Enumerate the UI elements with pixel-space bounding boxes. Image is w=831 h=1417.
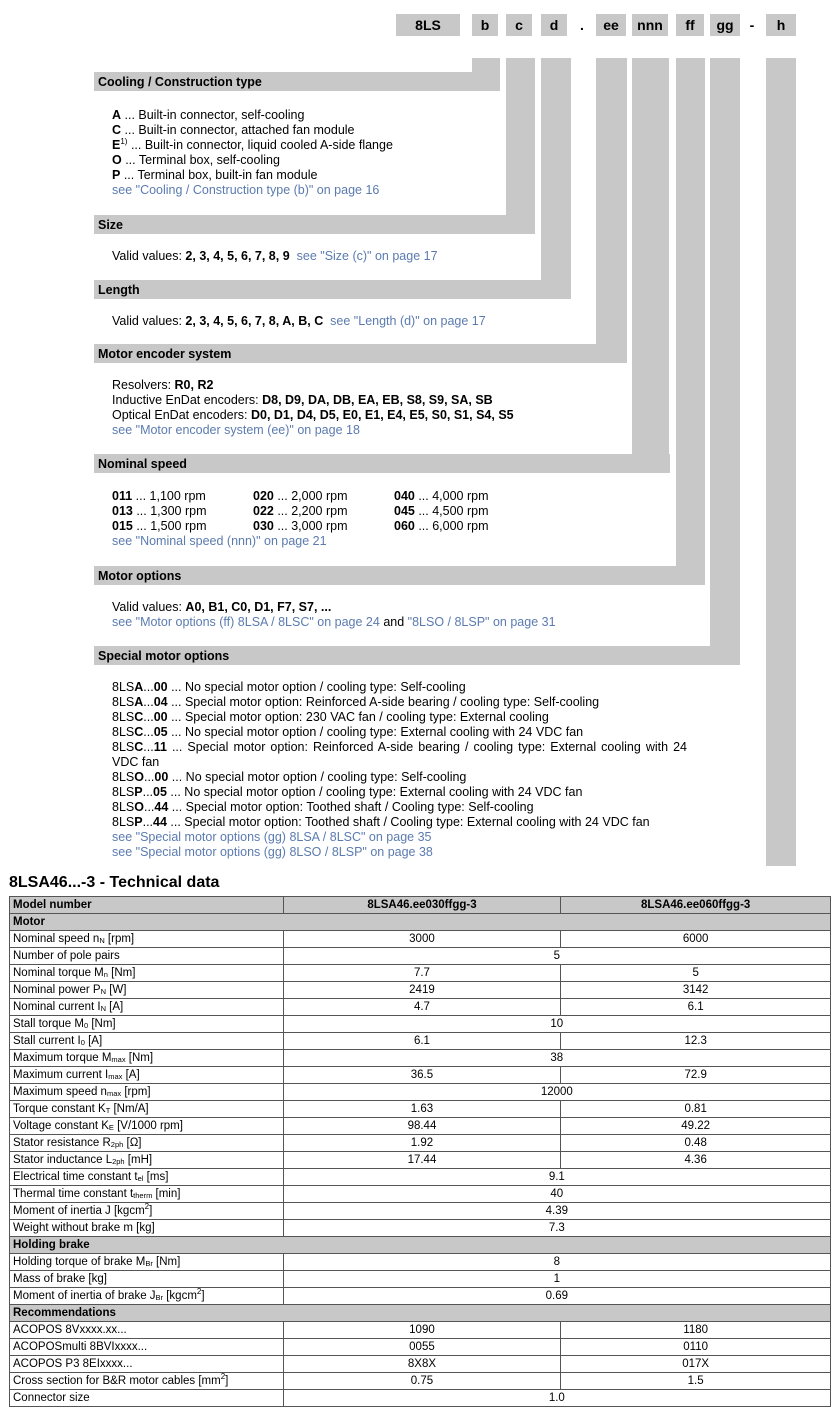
cooling-item: C ... Built-in connector, attached fan module bbox=[112, 123, 355, 137]
row-label: Stator inductance $L_{2ph}$ [mH] bbox=[10, 1152, 284, 1169]
table-row bbox=[10, 999, 831, 1016]
row-value-030: 2419 bbox=[283, 982, 561, 999]
row-label: Stall torque $M_0$ [Nm] bbox=[10, 1016, 284, 1033]
row-value: 40 bbox=[283, 1186, 830, 1203]
connector-bar-ee bbox=[596, 58, 627, 344]
special-link-a[interactable]: see "Special motor options (gg) 8LSA / 8LSC" on page 35 bbox=[112, 830, 432, 844]
cooling-item: O ... Terminal box, self-cooling bbox=[112, 153, 280, 167]
code-sep-dash: - bbox=[749, 17, 755, 33]
row-label: Nominal current $I_N$ [A] bbox=[10, 999, 284, 1016]
row-value-030: 0055 bbox=[283, 1339, 561, 1356]
row-value: 5 bbox=[283, 948, 830, 965]
speed-item: 015 ... 1,500 rpm bbox=[112, 519, 207, 533]
header-model-030: 8LSA46.ee030ffgg-3 bbox=[283, 897, 561, 914]
cooling-item: A ... Built-in connector, self-cooling bbox=[112, 108, 305, 122]
speed-heading: Nominal speed bbox=[94, 454, 670, 473]
table-row bbox=[10, 1373, 831, 1390]
row-value-060: 017X bbox=[561, 1356, 831, 1373]
row-label: Cross section for B&R motor cables $[mm^2]$ bbox=[10, 1373, 284, 1390]
encoder-body bbox=[112, 378, 514, 438]
row-value-060: 1.5 bbox=[561, 1373, 831, 1390]
cooling-item: P ... Terminal box, built-in fan module bbox=[112, 168, 318, 182]
group-name: Motor bbox=[10, 914, 831, 931]
table-row bbox=[10, 1186, 831, 1203]
special-item: 8LSA...00 ... No special motor option / cooling type: Self-cooling bbox=[112, 680, 466, 694]
row-value-030: 98.44 bbox=[283, 1118, 561, 1135]
special-item: 8LSA...04 ... Special motor option: Reinforced A-side bearing / cooling type: Self-cooling bbox=[112, 695, 600, 709]
special-link-b[interactable]: see "Special motor options (gg) 8LSO / 8LSP" on page 38 bbox=[112, 845, 433, 859]
encoder-heading: Motor encoder system bbox=[94, 344, 627, 363]
row-value-060: 0.81 bbox=[561, 1101, 831, 1118]
connector-bar-ff bbox=[676, 58, 705, 566]
code-part-h: h bbox=[766, 14, 796, 36]
length-body: Valid values: 2, 3, 4, 5, 6, 7, 8, A, B, C see "Length (d)" on page 17 bbox=[112, 314, 486, 328]
row-value-060: 1180 bbox=[561, 1322, 831, 1339]
special-item: 8LSP...05 ... No special motor option / cooling type: External cooling with 24 VDC fan bbox=[112, 785, 583, 799]
size-link[interactable]: see "Size (c)" on page 17 bbox=[296, 249, 438, 263]
row-label: Nominal speed $n_N$ [rpm] bbox=[10, 931, 284, 948]
row-label: ACOPOS 8Vxxxx.xx... bbox=[10, 1322, 284, 1339]
row-value-060: 72.9 bbox=[561, 1067, 831, 1084]
table-row bbox=[10, 1084, 831, 1101]
technical-data-title: 8LSA46...-3 - Technical data bbox=[9, 874, 220, 891]
table-row bbox=[10, 1390, 831, 1407]
row-value: 9.1 bbox=[283, 1169, 830, 1186]
special-body bbox=[112, 680, 687, 860]
row-value-030: 0.75 bbox=[283, 1373, 561, 1390]
row-label: Nominal power $P_N$ [W] bbox=[10, 982, 284, 999]
speed-link[interactable]: see "Nominal speed (nnn)" on page 21 bbox=[112, 534, 327, 548]
row-value-030: 1090 bbox=[283, 1322, 561, 1339]
code-part-d: d bbox=[541, 14, 567, 36]
row-label: Torque constant $K_T$ [Nm/A] bbox=[10, 1101, 284, 1118]
cooling-item: $E^{1)}$ ... Built-in connector, liquid cooled A-side flange bbox=[112, 136, 393, 152]
row-value-030: 36.5 bbox=[283, 1067, 561, 1084]
table-row bbox=[10, 1135, 831, 1152]
row-value: 12000 bbox=[283, 1084, 830, 1101]
special-item: 8LSP...44 ... Special motor option: Toothed shaft / Cooling type: External cooling with 24 VDC fan bbox=[112, 815, 650, 829]
cooling-body bbox=[112, 108, 393, 198]
row-label: Holding torque of brake $M_{Br}$ [Nm] bbox=[10, 1254, 284, 1271]
table-row bbox=[10, 1220, 831, 1237]
group-name: Recommendations bbox=[10, 1305, 831, 1322]
table-row bbox=[10, 1016, 831, 1033]
row-value: 8 bbox=[283, 1254, 830, 1271]
row-value-060: 6000 bbox=[561, 931, 831, 948]
speed-item: 040 ... 4,000 rpm bbox=[394, 489, 489, 503]
encoder-link[interactable]: see "Motor encoder system (ee)" on page 18 bbox=[112, 423, 360, 437]
row-value-060: 3142 bbox=[561, 982, 831, 999]
special-item: 8LSC...11 ... Special motor option: Reinforced A-side bearing / cooling type: External cooling with 24 VDC fan bbox=[112, 740, 687, 769]
code-part-8ls: 8LS bbox=[396, 14, 460, 36]
row-label: Connector size bbox=[10, 1390, 284, 1407]
connector-bar-c bbox=[506, 58, 535, 215]
row-label: Electrical time constant $t_{el}$ [ms] bbox=[10, 1169, 284, 1186]
row-label: Stator resistance $R_{2ph}$ [Ω] bbox=[10, 1135, 284, 1152]
table-row bbox=[10, 1288, 831, 1305]
table-row bbox=[10, 948, 831, 965]
connector-bar-nnn bbox=[632, 58, 669, 454]
header-label: Model number bbox=[10, 897, 284, 914]
code-part-nnn: nnn bbox=[632, 14, 668, 36]
row-value-060: 5 bbox=[561, 965, 831, 982]
length-heading: Length bbox=[94, 280, 571, 299]
group-name: Holding brake bbox=[10, 1237, 831, 1254]
row-label: Number of pole pairs bbox=[10, 948, 284, 965]
speed-body bbox=[112, 489, 535, 549]
special-heading: Special motor options bbox=[94, 646, 740, 665]
table-row bbox=[10, 965, 831, 982]
row-label: Weight without brake m [kg] bbox=[10, 1220, 284, 1237]
row-value-030: 3000 bbox=[283, 931, 561, 948]
code-part-c: c bbox=[506, 14, 532, 36]
row-value-030: 8X8X bbox=[283, 1356, 561, 1373]
table-row bbox=[10, 1203, 831, 1220]
encoder-line: Inductive EnDat encoders: D8, D9, DA, DB, EA, EB, S8, S9, SA, SB bbox=[112, 393, 493, 407]
row-label: ACOPOS P3 8EIxxxx... bbox=[10, 1356, 284, 1373]
row-value: 7.3 bbox=[283, 1220, 830, 1237]
options-body: Valid values: A0, B1, C0, D1, F7, S7, ... see "Motor options (ff) 8LSA / 8LSC" on page 24 and "8LSO / 8LSP" on page 31 bbox=[112, 600, 556, 629]
table-row bbox=[10, 1339, 831, 1356]
speed-item: 045 ... 4,500 rpm bbox=[394, 504, 489, 518]
cooling-link[interactable]: see "Cooling / Construction type (b)" on page 16 bbox=[112, 183, 380, 197]
speed-item: 060 ... 6,000 rpm bbox=[394, 519, 489, 533]
row-value-030: 1.92 bbox=[283, 1135, 561, 1152]
table-row bbox=[10, 1050, 831, 1067]
row-label: Mass of brake [kg] bbox=[10, 1271, 284, 1288]
options-link-a[interactable]: see "Motor options (ff) 8LSA / 8LSC" on page 24 bbox=[112, 615, 380, 629]
row-value: 10 bbox=[283, 1016, 830, 1033]
row-value: 0.69 bbox=[283, 1288, 830, 1305]
speed-item: 011 ... 1,100 rpm bbox=[112, 489, 206, 503]
special-item: 8LSO...00 ... No special motor option / cooling type: Self-cooling bbox=[112, 770, 467, 784]
options-heading: Motor options bbox=[94, 566, 705, 585]
row-label: Moment of inertia J [kgcm$^2$] bbox=[10, 1203, 284, 1220]
speed-item: 030 ... 3,000 rpm bbox=[253, 519, 348, 533]
special-item: 8LSC...05 ... No special motor option / cooling type: External cooling with 24 VDC fan bbox=[112, 725, 584, 739]
row-label: Thermal time constant $t_{therm}$ [min] bbox=[10, 1186, 284, 1203]
row-value-060: 0110 bbox=[561, 1339, 831, 1356]
table-row bbox=[10, 982, 831, 999]
speed-item: 013 ... 1,300 rpm bbox=[112, 504, 207, 518]
special-item: 8LSC...00 ... Special motor option: 230 VAC fan / cooling type: External cooling bbox=[112, 710, 549, 724]
code-part-gg: gg bbox=[710, 14, 740, 36]
size-heading: Size bbox=[94, 215, 535, 234]
table-row bbox=[10, 931, 831, 948]
row-label: Nominal torque $M_n$ [Nm] bbox=[10, 965, 284, 982]
table-row bbox=[10, 1118, 831, 1135]
row-value: 38 bbox=[283, 1050, 830, 1067]
size-body: Valid values: 2, 3, 4, 5, 6, 7, 8, 9 see "Size (c)" on page 17 bbox=[112, 249, 438, 263]
connector-bar-d bbox=[541, 58, 571, 280]
row-value-060: 49.22 bbox=[561, 1118, 831, 1135]
table-row bbox=[10, 1254, 831, 1271]
length-link[interactable]: see "Length (d)" on page 17 bbox=[330, 314, 486, 328]
table-row bbox=[10, 1033, 831, 1050]
row-value: 1.0 bbox=[283, 1390, 830, 1407]
code-sep-dot: . bbox=[580, 17, 584, 33]
table-row bbox=[10, 1152, 831, 1169]
table-row bbox=[10, 1101, 831, 1118]
encoder-line: Optical EnDat encoders: D0, D1, D4, D5, E0, E1, E4, E5, S0, S1, S4, S5 bbox=[112, 408, 514, 422]
row-label: Maximum current $I_{max}$ [A] bbox=[10, 1067, 284, 1084]
row-label: ACOPOSmulti 8BVIxxxx... bbox=[10, 1339, 284, 1356]
options-link-b[interactable]: "8LSO / 8LSP" on page 31 bbox=[407, 615, 556, 629]
code-part-ff: ff bbox=[676, 14, 704, 36]
speed-item: 022 ... 2,200 rpm bbox=[253, 504, 348, 518]
row-value-060: 12.3 bbox=[561, 1033, 831, 1050]
table-row bbox=[10, 1271, 831, 1288]
row-value-030: 1.63 bbox=[283, 1101, 561, 1118]
row-value: 1 bbox=[283, 1271, 830, 1288]
connector-bar-gg bbox=[710, 58, 740, 646]
connector-bar-h bbox=[766, 58, 796, 866]
technical-data-table bbox=[9, 896, 831, 1407]
special-item: 8LSO...44 ... Special motor option: Toothed shaft / Cooling type: Self-cooling bbox=[112, 800, 534, 814]
header-model-060: 8LSA46.ee060ffgg-3 bbox=[561, 897, 831, 914]
row-label: Maximum torque $M_{max}$ [Nm] bbox=[10, 1050, 284, 1067]
encoder-line: Resolvers: R0, R2 bbox=[112, 378, 214, 392]
table-group-row bbox=[10, 1237, 831, 1254]
row-label: Stall current $I_0$ [A] bbox=[10, 1033, 284, 1050]
cooling-heading: Cooling / Construction type bbox=[94, 72, 500, 91]
table-header-row bbox=[10, 897, 831, 914]
row-label: Maximum speed $n_{max}$ [rpm] bbox=[10, 1084, 284, 1101]
table-row bbox=[10, 1322, 831, 1339]
table-row bbox=[10, 1356, 831, 1373]
speed-item: 020 ... 2,000 rpm bbox=[253, 489, 348, 503]
row-value-030: 4.7 bbox=[283, 999, 561, 1016]
row-label: Voltage constant $K_E$ [V/1000 rpm] bbox=[10, 1118, 284, 1135]
table-row bbox=[10, 1169, 831, 1186]
row-label: Moment of inertia of brake $J_{Br}$ [kgcm$^2$] bbox=[10, 1288, 284, 1305]
row-value-060: 4.36 bbox=[561, 1152, 831, 1169]
code-part-b: b bbox=[472, 14, 498, 36]
row-value-060: 6.1 bbox=[561, 999, 831, 1016]
table-row bbox=[10, 1067, 831, 1084]
row-value-030: 6.1 bbox=[283, 1033, 561, 1050]
table-group-row bbox=[10, 914, 831, 931]
code-part-ee: ee bbox=[596, 14, 626, 36]
table-group-row bbox=[10, 1305, 831, 1322]
row-value: 4.39 bbox=[283, 1203, 830, 1220]
row-value-030: 17.44 bbox=[283, 1152, 561, 1169]
row-value-030: 7.7 bbox=[283, 965, 561, 982]
row-value-060: 0.48 bbox=[561, 1135, 831, 1152]
